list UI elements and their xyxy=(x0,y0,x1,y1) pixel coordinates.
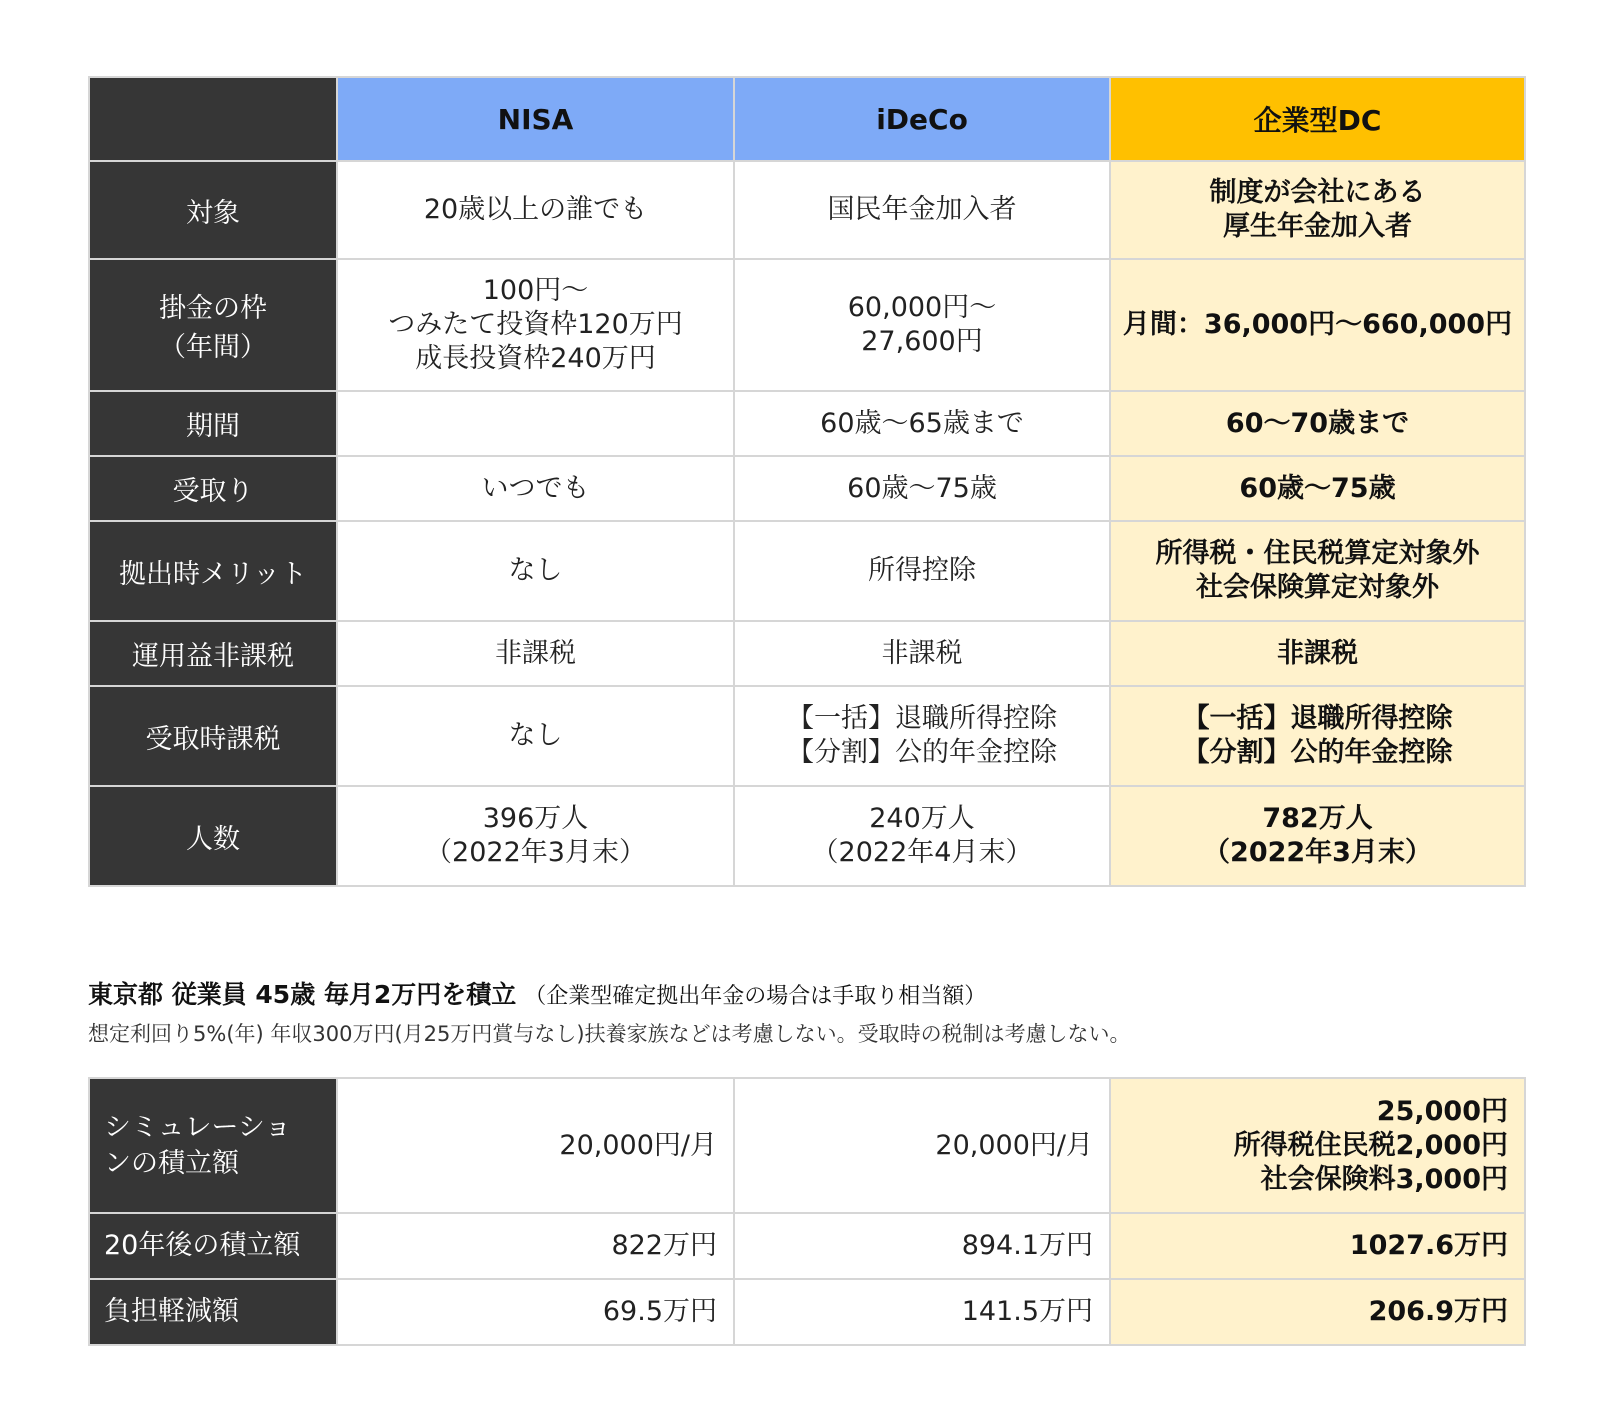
nisa-cell: 非課税 xyxy=(337,621,734,686)
ideco-cell: 所得控除 xyxy=(734,521,1110,621)
dc-cell: 月間：36,000円〜660,000円 xyxy=(1110,259,1525,391)
dc-cell: 60歳〜75歳 xyxy=(1110,456,1525,521)
nisa-cell: 69.5万円 xyxy=(337,1279,734,1345)
table-row xyxy=(89,1213,1525,1279)
header-row xyxy=(89,77,1525,161)
dc-cell: 782万人 （2022年3月末） xyxy=(1110,786,1525,886)
row-label-target: 対象 xyxy=(89,161,337,259)
table-row xyxy=(89,686,1525,786)
dc-cell: 1027.6万円 xyxy=(1110,1213,1525,1279)
dc-cell: 非課税 xyxy=(1110,621,1525,686)
nisa-cell: 100円〜 つみたて投資枠120万円 成長投資枠240万円 xyxy=(337,259,734,391)
row-label-tax-free-gains: 運用益非課税 xyxy=(89,621,337,686)
dc-cell: 25,000円 所得税住民税2,000円 社会保険料3,000円 xyxy=(1110,1078,1525,1213)
dc-cell: 所得税・住民税算定対象外 社会保険算定対象外 xyxy=(1110,521,1525,621)
ideco-cell: 141.5万円 xyxy=(734,1279,1110,1345)
table-row xyxy=(89,521,1525,621)
row-label-burden-reduction: 負担軽減額 xyxy=(89,1279,337,1345)
row-label-receipt-tax: 受取時課税 xyxy=(89,686,337,786)
table-row xyxy=(89,391,1525,456)
header-nisa: NISA xyxy=(337,77,734,161)
simulation-table xyxy=(88,1077,1526,1346)
nisa-cell: 822万円 xyxy=(337,1213,734,1279)
row-label-period: 期間 xyxy=(89,391,337,456)
table-row xyxy=(89,161,1525,259)
ideco-cell: 20,000円/月 xyxy=(734,1078,1110,1213)
nisa-cell: なし xyxy=(337,521,734,621)
nisa-cell: なし xyxy=(337,686,734,786)
nisa-cell xyxy=(337,391,734,456)
ideco-cell: 【一括】退職所得控除 【分割】公的年金控除 xyxy=(734,686,1110,786)
table-row xyxy=(89,621,1525,686)
table-row xyxy=(89,259,1525,391)
simulation-title xyxy=(88,975,986,1011)
nisa-cell: いつでも xyxy=(337,456,734,521)
dc-cell: 206.9万円 xyxy=(1110,1279,1525,1345)
comparison-table xyxy=(88,76,1526,887)
dc-cell: 制度が会社にある 厚生年金加入者 xyxy=(1110,161,1525,259)
nisa-cell: 20,000円/月 xyxy=(337,1078,734,1213)
row-label-simulation-amount: シミュレーショ ンの積立額 xyxy=(89,1078,337,1213)
simulation-subtitle: 想定利回り5%(年) 年収300万円(月25万円賞与なし)扶養家族などは考慮しない。受取時の税制は考慮しない。 xyxy=(88,1022,1131,1046)
row-label-20yr-total: 20年後の積立額 xyxy=(89,1213,337,1279)
simulation-title-main: 東京都 従業員 45歳 毎月2万円を積立 xyxy=(88,980,517,1009)
dc-cell: 【一括】退職所得控除 【分割】公的年金控除 xyxy=(1110,686,1525,786)
ideco-cell: 240万人 （2022年4月末） xyxy=(734,786,1110,886)
row-label-receipt: 受取り xyxy=(89,456,337,521)
ideco-cell: 60歳〜65歳まで xyxy=(734,391,1110,456)
row-label-contribution-merit: 拠出時メリット xyxy=(89,521,337,621)
row-label-participants: 人数 xyxy=(89,786,337,886)
header-blank-cell xyxy=(89,77,337,161)
table-row xyxy=(89,456,1525,521)
simulation-title-note: （企業型確定拠出年金の場合は手取り相当額） xyxy=(524,984,987,1009)
header-dc: 企業型DC xyxy=(1110,77,1525,161)
ideco-cell: 60,000円〜 27,600円 xyxy=(734,259,1110,391)
ideco-cell: 60歳〜75歳 xyxy=(734,456,1110,521)
ideco-cell: 894.1万円 xyxy=(734,1213,1110,1279)
dc-cell: 60〜70歳まで xyxy=(1110,391,1525,456)
table-row xyxy=(89,1279,1525,1345)
ideco-cell: 国民年金加入者 xyxy=(734,161,1110,259)
ideco-cell: 非課税 xyxy=(734,621,1110,686)
nisa-cell: 20歳以上の誰でも xyxy=(337,161,734,259)
table-row xyxy=(89,786,1525,886)
row-label-contribution: 掛金の枠 （年間） xyxy=(89,259,337,391)
nisa-cell: 396万人 （2022年3月末） xyxy=(337,786,734,886)
header-ideco: iDeCo xyxy=(734,77,1110,161)
table-row xyxy=(89,1078,1525,1213)
